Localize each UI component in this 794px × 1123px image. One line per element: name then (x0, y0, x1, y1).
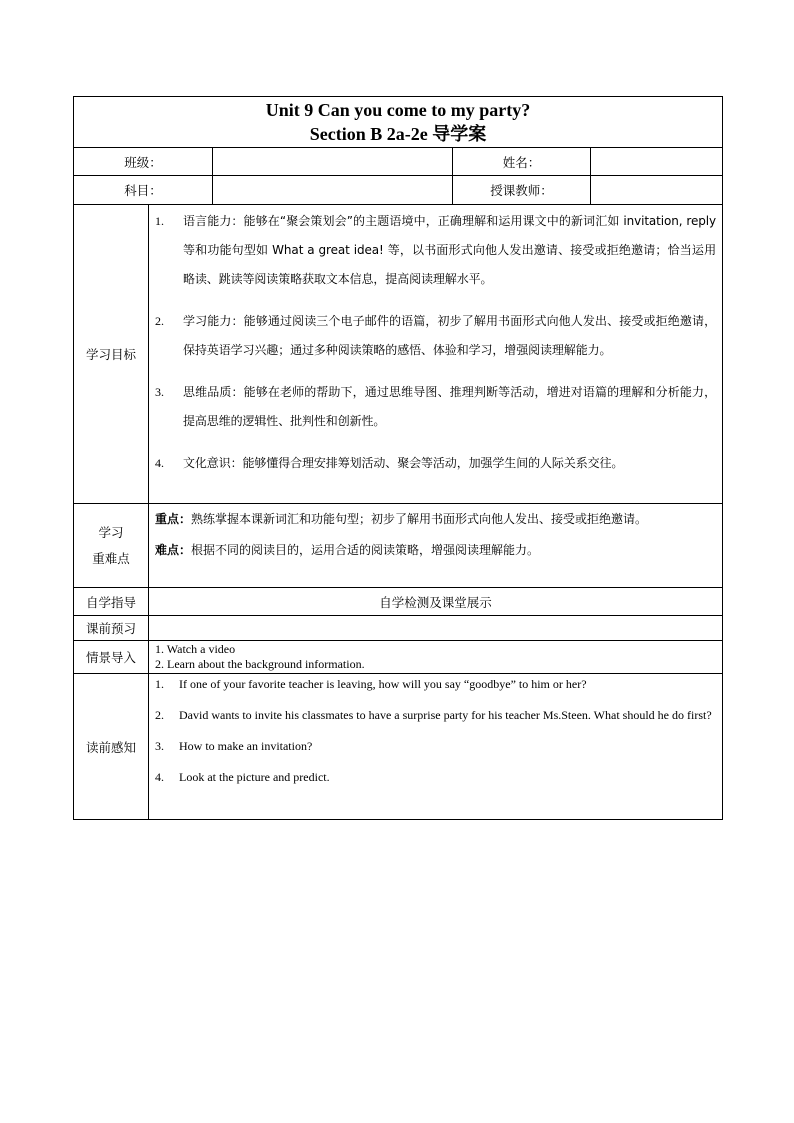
goal-number: 3. (155, 385, 164, 399)
guide-label: 自学指导 (74, 588, 149, 616)
subject-field[interactable] (213, 176, 453, 205)
question-item (155, 676, 716, 693)
focus-row (74, 504, 723, 588)
guide-row (74, 588, 723, 616)
title-line-2: Section B 2a-2e 导学案 (309, 124, 487, 144)
class-field[interactable] (213, 148, 453, 176)
lead-in-step-1: 1. Watch a video (155, 642, 236, 656)
key-points-label: 重点： (155, 512, 192, 526)
pre-reading-content (149, 674, 723, 820)
goal-number: 4. (155, 456, 164, 470)
lead-in-content (149, 641, 723, 674)
lead-in-step-2: 2. Learn about the background information. (155, 657, 365, 671)
goal-number: 1. (155, 214, 164, 228)
goal-item (155, 307, 716, 365)
goal-text: 思维品质：能够在老师的帮助下，通过思维导图、推理判断等活动，增进对语篇的理解和分析能力，提高思维的逻辑性、批判性和创新性。 (183, 385, 717, 428)
focus-label-line-2: 重难点 (92, 550, 130, 566)
preview-content[interactable] (149, 616, 723, 641)
goal-item (155, 207, 716, 294)
goal-number: 2. (155, 314, 164, 328)
question-item (155, 738, 716, 755)
question-number: 1. (155, 677, 164, 691)
teacher-field[interactable] (591, 176, 723, 205)
goals-content (149, 205, 723, 504)
difficult-points (149, 537, 722, 568)
focus-label-line-1: 学习 (98, 524, 124, 540)
study-guide-table (73, 96, 723, 820)
guide-content: 自学检测及课堂展示 (149, 588, 723, 616)
document-title (74, 97, 723, 148)
name-field[interactable] (591, 148, 723, 176)
goal-item (155, 378, 716, 436)
preview-row (74, 616, 723, 641)
lead-in-label: 情景导入 (74, 641, 149, 674)
question-item (155, 769, 716, 786)
question-text: If one of your favorite teacher is leaving, how will you say “goodbye” to him or her? (179, 677, 587, 691)
question-number: 3. (155, 739, 164, 753)
question-item (155, 707, 716, 724)
focus-content (149, 504, 723, 588)
question-text: Look at the picture and predict. (179, 770, 330, 784)
class-name-row (74, 148, 723, 176)
title-line-1: Unit 9 Can you come to my party? (265, 100, 531, 120)
pre-reading-row (74, 674, 723, 820)
study-guide-sheet (73, 96, 722, 820)
key-points-text: 熟练掌握本课新词汇和功能句型；初步了解用书面形式向他人发出、接受或拒绝邀请。 (191, 512, 648, 526)
teacher-label: 授课教师： (453, 176, 591, 205)
goals-list (149, 205, 722, 488)
question-text: David wants to invite his classmates to have a surprise party for his teacher Ms.Steen. What should he do first? (179, 708, 712, 722)
goals-row (74, 205, 723, 504)
title-row (74, 97, 723, 148)
difficult-points-text: 根据不同的阅读目的，运用合适的阅读策略，增强阅读理解能力。 (191, 543, 540, 557)
pre-reading-label: 读前感知 (74, 674, 149, 820)
goal-text: 文化意识：能够懂得合理安排筹划活动、聚会等活动，加强学生间的人际关系交往。 (183, 456, 624, 470)
lead-in-row (74, 641, 723, 674)
goal-item (155, 449, 716, 478)
goals-label: 学习目标 (74, 205, 149, 504)
name-label: 姓名： (453, 148, 591, 176)
class-label: 班级： (74, 148, 213, 176)
focus-label (74, 504, 149, 588)
difficult-points-label: 难点： (155, 543, 192, 557)
pre-reading-list (149, 674, 722, 796)
preview-label: 课前预习 (74, 616, 149, 641)
key-points (149, 504, 722, 537)
goal-text: 学习能力：能够通过阅读三个电子邮件的语篇，初步了解用书面形式向他人发出、接受或拒绝邀请，保持英语学习兴趣；通过多种阅读策略的感悟、体验和学习，增强阅读理解能力。 (183, 314, 717, 357)
goal-text: 语言能力：能够在“聚会策划会”的主题语境中，正确理解和运用课文中的新词汇如 invitation, reply 等和功能句型如 What a great idea! 等，以书面形式向他人发出邀请、接受或拒绝邀请；恰当运用略读、跳读等阅读策略获取文本信息，提高阅读理解水平。 (183, 214, 717, 286)
question-number: 2. (155, 708, 164, 722)
subject-label: 科目： (74, 176, 213, 205)
subject-teacher-row (74, 176, 723, 205)
question-text: How to make an invitation? (179, 739, 313, 753)
question-number: 4. (155, 770, 164, 784)
